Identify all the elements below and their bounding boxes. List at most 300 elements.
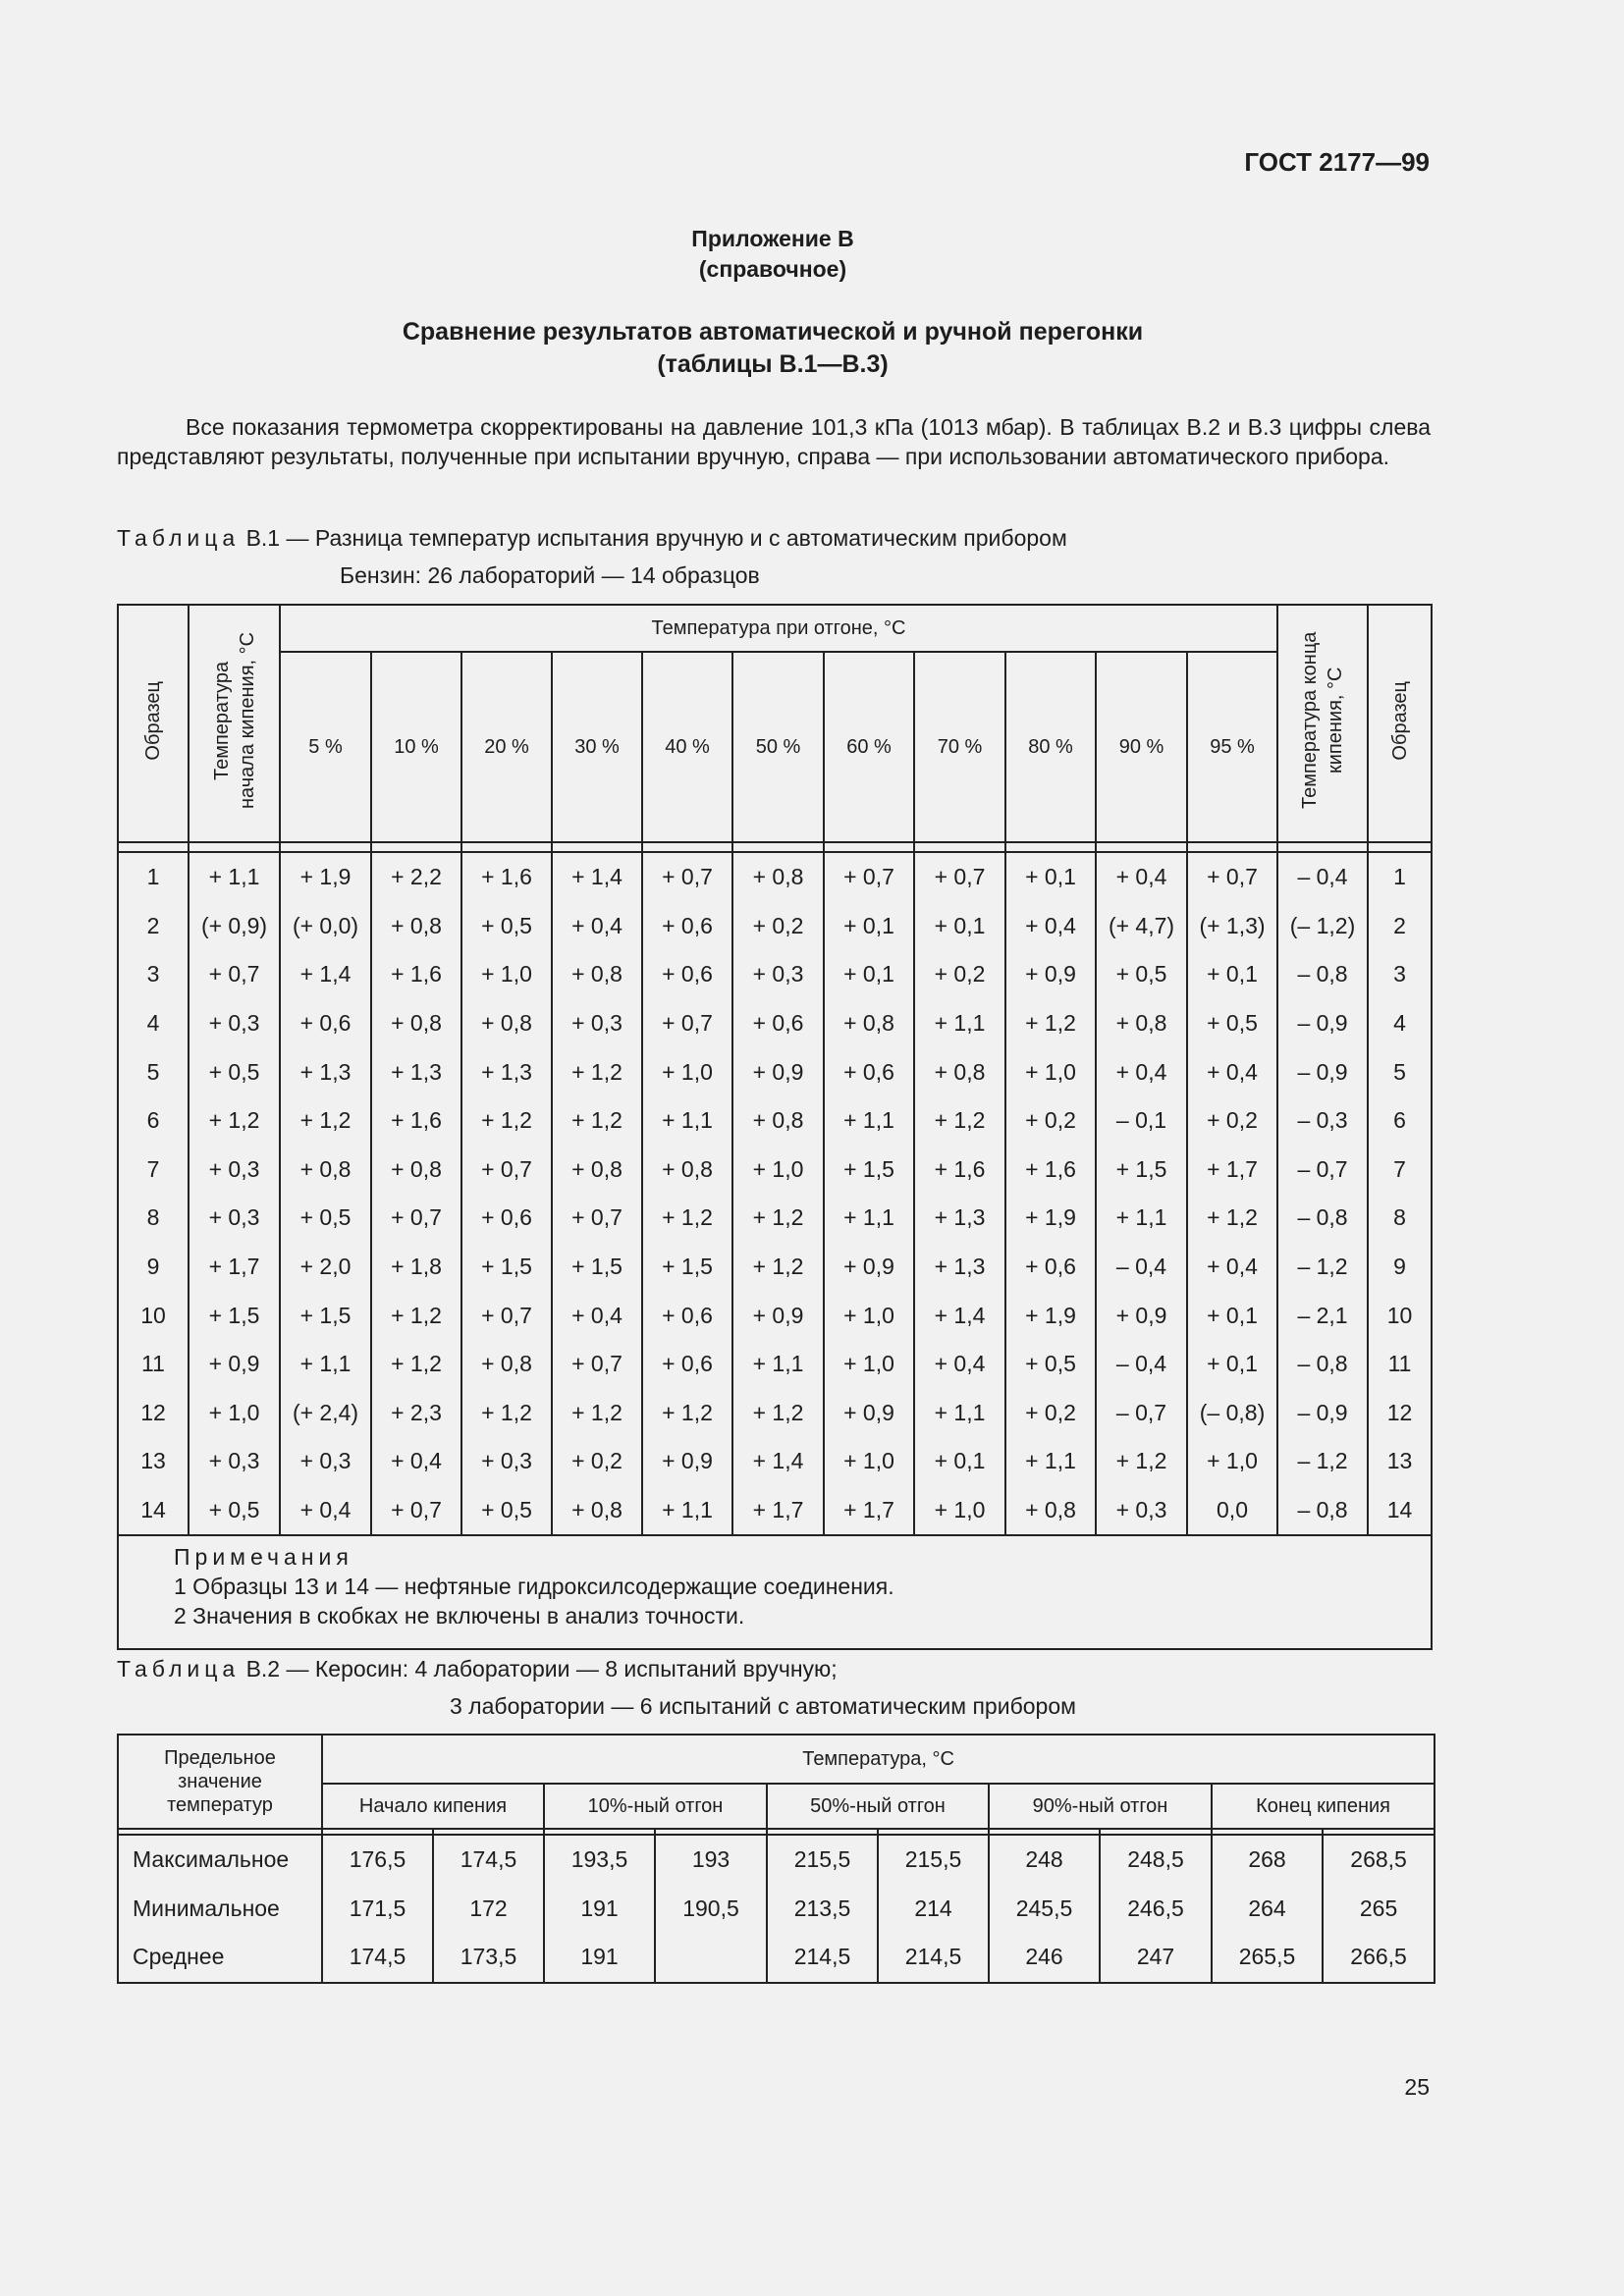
table-cell: + 0,7 — [461, 1146, 552, 1195]
table-cell: + 1,4 — [552, 852, 642, 902]
table-cell: + 1,9 — [1005, 1194, 1096, 1243]
table-cell: + 0,8 — [371, 902, 461, 951]
table1-header-sample-right: Образец — [1368, 605, 1432, 842]
table-cell: + 0,3 — [189, 1146, 280, 1195]
table1-header-fbp: Температура конца кипения, °С — [1277, 605, 1368, 842]
table-cell: + 0,7 — [824, 852, 914, 902]
table-cell: + 0,7 — [461, 1291, 552, 1340]
table-cell: + 1,2 — [732, 1389, 824, 1438]
table-cell: + 0,6 — [461, 1194, 552, 1243]
table1-header-pct: 5 % — [280, 652, 371, 842]
table-cell: + 1,6 — [461, 852, 552, 902]
table-cell: (– 1,2) — [1277, 902, 1368, 951]
table-cell: 190,5 — [655, 1885, 767, 1934]
table-cell: 8 — [118, 1194, 189, 1243]
table-cell: + 1,1 — [642, 1486, 732, 1536]
table-cell: + 1,0 — [642, 1047, 732, 1096]
row-label: Среднее — [118, 1933, 322, 1983]
table-cell: + 0,3 — [189, 1194, 280, 1243]
table-cell: + 0,1 — [1187, 1340, 1277, 1389]
table-cell: – 1,2 — [1277, 1243, 1368, 1292]
table2-caption-text: В.2 — Керосин: 4 лаборатории — 8 испытаний вручную; — [245, 1656, 838, 1682]
table-cell: + 1,1 — [1005, 1437, 1096, 1486]
table-cell: + 0,7 — [189, 950, 280, 999]
table-cell: 1 — [118, 852, 189, 902]
row-label: Максимальное — [118, 1835, 322, 1885]
table-cell: 265,5 — [1212, 1933, 1323, 1983]
table1-header-pct: 20 % — [461, 652, 552, 842]
table-cell: + 0,2 — [552, 1437, 642, 1486]
table-cell: – 0,4 — [1277, 852, 1368, 902]
table-cell: + 0,8 — [642, 1146, 732, 1195]
table-cell: + 0,1 — [914, 1437, 1005, 1486]
table-cell: (+ 4,7) — [1096, 902, 1187, 951]
table-cell: + 0,4 — [914, 1340, 1005, 1389]
intro-paragraph: Все показания термометра скорректированы на давление 101,3 кПа (1013 мбар). В таблицах В.2 и В.3 цифры слева представляют результаты, полученные при испытании вручную, справа — при использовании автоматического прибора. — [117, 414, 1431, 469]
table-cell: + 0,5 — [280, 1194, 371, 1243]
table2-caption — [117, 1656, 838, 1682]
table-cell: 268,5 — [1323, 1835, 1435, 1885]
table-cell: + 1,4 — [732, 1437, 824, 1486]
table-cell: + 0,8 — [732, 1096, 824, 1146]
table-cell: + 0,7 — [642, 999, 732, 1048]
table-cell: 176,5 — [322, 1835, 433, 1885]
table-cell: + 0,5 — [1187, 999, 1277, 1048]
table-cell: (+ 2,4) — [280, 1389, 371, 1438]
table-row — [118, 950, 1432, 999]
table2-caption-word: Таблица — [117, 1656, 241, 1682]
table-cell: + 0,8 — [914, 1047, 1005, 1096]
table-cell: 5 — [118, 1047, 189, 1096]
table1-header-sample: Образец — [118, 605, 189, 842]
table-cell: 9 — [1368, 1243, 1432, 1292]
table-cell: 11 — [1368, 1340, 1432, 1389]
table1-caption-text: В.1 — Разница температур испытания вручную и с автоматическим прибором — [245, 525, 1067, 551]
table-cell: 265 — [1323, 1885, 1435, 1934]
table-cell — [655, 1933, 767, 1983]
table-cell: 13 — [118, 1437, 189, 1486]
table1-header-pct: 50 % — [732, 652, 824, 842]
table2-header-group: Температура, °С — [322, 1735, 1435, 1784]
table-cell: + 0,9 — [1005, 950, 1096, 999]
table-cell: – 0,1 — [1096, 1096, 1187, 1146]
table-cell: + 0,6 — [280, 999, 371, 1048]
table-b1 — [117, 604, 1433, 1650]
table-row — [118, 1194, 1432, 1243]
table-row — [118, 1291, 1432, 1340]
table-cell: + 1,3 — [280, 1047, 371, 1096]
table-cell: + 1,5 — [642, 1243, 732, 1292]
table-cell: + 0,4 — [1187, 1047, 1277, 1096]
table-cell: 214 — [878, 1885, 989, 1934]
table1-header-pct: 80 % — [1005, 652, 1096, 842]
table-cell: + 0,2 — [1187, 1096, 1277, 1146]
table-cell: + 1,6 — [1005, 1146, 1096, 1195]
table-cell: 247 — [1100, 1933, 1212, 1983]
table-row — [118, 1933, 1435, 1983]
table-cell: + 1,1 — [732, 1340, 824, 1389]
table-cell: + 1,1 — [824, 1096, 914, 1146]
table-cell: 173,5 — [433, 1933, 544, 1983]
table-cell: + 0,6 — [1005, 1243, 1096, 1292]
table-cell: + 1,6 — [914, 1146, 1005, 1195]
table-cell: + 0,9 — [1096, 1291, 1187, 1340]
table-cell: + 1,2 — [552, 1389, 642, 1438]
table-cell: + 0,4 — [552, 902, 642, 951]
annex-subtitle: (справочное) — [698, 256, 847, 282]
table-b2 — [117, 1734, 1435, 1984]
table-cell: + 0,7 — [371, 1194, 461, 1243]
table-cell: + 2,0 — [280, 1243, 371, 1292]
table-cell: + 0,4 — [1096, 852, 1187, 902]
table-cell: 8 — [1368, 1194, 1432, 1243]
table-cell: 248,5 — [1100, 1835, 1212, 1885]
table-cell: 14 — [118, 1486, 189, 1536]
table-cell: + 1,1 — [1096, 1194, 1187, 1243]
table-cell: + 0,8 — [552, 950, 642, 999]
table-cell: (+ 0,0) — [280, 902, 371, 951]
table-cell: + 1,4 — [280, 950, 371, 999]
table-cell: – 0,7 — [1277, 1146, 1368, 1195]
table-cell: + 1,1 — [189, 852, 280, 902]
table-cell: + 0,8 — [371, 1146, 461, 1195]
table-cell: + 1,4 — [914, 1291, 1005, 1340]
table-cell: + 0,1 — [1005, 852, 1096, 902]
table-cell: 245,5 — [989, 1885, 1100, 1934]
table-row — [118, 1486, 1432, 1536]
table-cell: 7 — [1368, 1146, 1432, 1195]
table-cell: 12 — [1368, 1389, 1432, 1438]
table1-header-pct: 95 % — [1187, 652, 1277, 842]
table-cell: – 1,2 — [1277, 1437, 1368, 1486]
table-cell: + 0,4 — [1187, 1243, 1277, 1292]
table-cell: + 0,9 — [824, 1243, 914, 1292]
table-cell: + 0,3 — [552, 999, 642, 1048]
table-cell: – 0,8 — [1277, 1194, 1368, 1243]
table-cell: + 1,2 — [461, 1389, 552, 1438]
table-cell: + 1,2 — [552, 1096, 642, 1146]
table-cell: + 1,2 — [461, 1096, 552, 1146]
table-cell: + 1,2 — [642, 1389, 732, 1438]
table-cell: 193 — [655, 1835, 767, 1885]
table-cell: + 1,2 — [914, 1096, 1005, 1146]
table-cell: + 0,6 — [642, 1340, 732, 1389]
table-cell: 171,5 — [322, 1885, 433, 1934]
table-cell: + 0,5 — [1096, 950, 1187, 999]
table-cell: 191 — [544, 1933, 655, 1983]
table-cell: + 0,3 — [189, 1437, 280, 1486]
table-cell: 264 — [1212, 1885, 1323, 1934]
table2-header-subgroup: 10%-ный отгон — [544, 1784, 767, 1829]
table-cell: 3 — [1368, 950, 1432, 999]
table-cell: + 1,3 — [914, 1243, 1005, 1292]
table-row — [118, 1340, 1432, 1389]
table-cell: – 0,7 — [1096, 1389, 1187, 1438]
row-label: Минимальное — [118, 1885, 322, 1934]
table-cell: – 0,4 — [1096, 1243, 1187, 1292]
table-cell: 3 — [118, 950, 189, 999]
table-cell: 213,5 — [767, 1885, 878, 1934]
table-cell: + 0,7 — [552, 1340, 642, 1389]
table-row — [118, 1437, 1432, 1486]
table-cell: + 1,0 — [824, 1291, 914, 1340]
table-cell: + 0,8 — [552, 1486, 642, 1536]
table-cell: + 0,1 — [824, 950, 914, 999]
table-cell: 246 — [989, 1933, 1100, 1983]
table-row — [118, 999, 1432, 1048]
table-cell: 172 — [433, 1885, 544, 1934]
table2-caption-line2: 3 лаборатории — 6 испытаний с автоматическим прибором — [450, 1693, 1076, 1719]
table-cell: – 0,4 — [1096, 1340, 1187, 1389]
table-cell: + 1,7 — [732, 1486, 824, 1536]
table-cell: + 0,1 — [824, 902, 914, 951]
table-cell: 246,5 — [1100, 1885, 1212, 1934]
table-cell: 215,5 — [767, 1835, 878, 1885]
table-cell: + 0,4 — [280, 1486, 371, 1536]
table-cell: + 1,8 — [371, 1243, 461, 1292]
section-subtitle: (таблицы В.1—В.3) — [657, 350, 889, 378]
table-cell: 2 — [1368, 902, 1432, 951]
table-cell: 1 — [1368, 852, 1432, 902]
table-cell: 6 — [1368, 1096, 1432, 1146]
table-cell: + 1,1 — [280, 1340, 371, 1389]
table-row — [118, 1146, 1432, 1195]
table-cell: + 0,4 — [552, 1291, 642, 1340]
table-cell: + 1,5 — [824, 1146, 914, 1195]
table-cell: + 1,6 — [371, 1096, 461, 1146]
table-cell: + 0,6 — [732, 999, 824, 1048]
table-cell: + 1,5 — [552, 1243, 642, 1292]
table-cell: + 1,2 — [1187, 1194, 1277, 1243]
section-heading — [0, 316, 1545, 381]
table-cell: 191 — [544, 1885, 655, 1934]
table-row — [118, 1096, 1432, 1146]
table-cell: + 0,8 — [280, 1146, 371, 1195]
table-cell: + 0,9 — [189, 1340, 280, 1389]
table-row — [118, 1885, 1435, 1934]
table-cell: 174,5 — [322, 1933, 433, 1983]
table1-header-pct: 40 % — [642, 652, 732, 842]
table-cell: + 0,7 — [642, 852, 732, 902]
table-cell: + 0,8 — [461, 1340, 552, 1389]
table-cell: 9 — [118, 1243, 189, 1292]
table-cell: 6 — [118, 1096, 189, 1146]
table-cell: 268 — [1212, 1835, 1323, 1885]
table-cell: + 1,0 — [914, 1486, 1005, 1536]
table-cell: + 0,1 — [914, 902, 1005, 951]
table1-header-pct: 60 % — [824, 652, 914, 842]
table-cell: + 0,6 — [642, 902, 732, 951]
table-cell: + 0,9 — [732, 1291, 824, 1340]
table-cell: 2 — [118, 902, 189, 951]
table-cell: – 0,9 — [1277, 1389, 1368, 1438]
table-cell: 193,5 — [544, 1835, 655, 1885]
table1-caption-line2: Бензин: 26 лабораторий — 14 образцов — [340, 562, 760, 588]
table-row — [118, 852, 1432, 902]
table-cell: 214,5 — [878, 1933, 989, 1983]
table-cell: 10 — [118, 1291, 189, 1340]
table-cell: 4 — [1368, 999, 1432, 1048]
table-cell: (+ 1,3) — [1187, 902, 1277, 951]
table-cell: + 0,8 — [1096, 999, 1187, 1048]
table-cell: + 0,7 — [552, 1194, 642, 1243]
table-cell: + 1,3 — [914, 1194, 1005, 1243]
table-cell: + 0,4 — [371, 1437, 461, 1486]
table-cell: + 0,4 — [1096, 1047, 1187, 1096]
table-cell: + 1,9 — [280, 852, 371, 902]
table-cell: 10 — [1368, 1291, 1432, 1340]
table-cell: 7 — [118, 1146, 189, 1195]
table-cell: + 1,0 — [189, 1389, 280, 1438]
table-cell: + 0,7 — [1187, 852, 1277, 902]
table-cell: + 1,2 — [280, 1096, 371, 1146]
table-cell: + 1,5 — [1096, 1146, 1187, 1195]
table-cell: + 0,5 — [189, 1486, 280, 1536]
table-cell: + 0,3 — [461, 1437, 552, 1486]
table-cell: + 0,9 — [732, 1047, 824, 1096]
table-cell: – 0,3 — [1277, 1096, 1368, 1146]
table-row — [118, 1835, 1435, 1885]
table-cell: + 0,2 — [1005, 1389, 1096, 1438]
table-cell: – 0,8 — [1277, 950, 1368, 999]
table-cell: + 1,2 — [371, 1340, 461, 1389]
table-cell: 174,5 — [433, 1835, 544, 1885]
table-cell: 12 — [118, 1389, 189, 1438]
table2-header-subgroup: Начало кипения — [322, 1784, 544, 1829]
table-cell: – 0,8 — [1277, 1340, 1368, 1389]
table-cell: + 1,1 — [914, 999, 1005, 1048]
table1-header-pct: 90 % — [1096, 652, 1187, 842]
table1-header-ibp: Температура начала кипения, °С — [189, 605, 280, 842]
table1-notes — [118, 1535, 1432, 1649]
table-cell: + 0,8 — [732, 852, 824, 902]
table-cell: + 1,1 — [824, 1194, 914, 1243]
annex-title: Приложение В — [691, 226, 854, 251]
table-cell: + 1,1 — [914, 1389, 1005, 1438]
table-cell: + 0,9 — [824, 1389, 914, 1438]
table-cell: 11 — [118, 1340, 189, 1389]
table-cell: + 1,3 — [371, 1047, 461, 1096]
table-cell: + 1,0 — [1187, 1437, 1277, 1486]
table-cell: + 1,0 — [824, 1437, 914, 1486]
table-cell: + 1,7 — [189, 1243, 280, 1292]
table-cell: 0,0 — [1187, 1486, 1277, 1536]
table-cell: + 0,2 — [914, 950, 1005, 999]
table-cell: + 1,5 — [461, 1243, 552, 1292]
table-cell: + 2,3 — [371, 1389, 461, 1438]
table-cell: + 0,5 — [189, 1047, 280, 1096]
table-row — [118, 1389, 1432, 1438]
table1-notes-title: Примечания — [174, 1544, 353, 1571]
table2-header-subgroup: Конец кипения — [1212, 1784, 1435, 1829]
table1-header-group: Температура при отгоне, °С — [280, 605, 1277, 652]
table1-note: 1 Образцы 13 и 14 — нефтяные гидроксилсодержащие соединения. — [174, 1574, 894, 1600]
table-cell: + 1,2 — [732, 1243, 824, 1292]
table-cell: + 0,8 — [461, 999, 552, 1048]
table-cell: 266,5 — [1323, 1933, 1435, 1983]
table-cell: + 0,8 — [552, 1146, 642, 1195]
table-cell: + 0,6 — [642, 1291, 732, 1340]
table-row — [118, 1243, 1432, 1292]
table-row — [118, 1047, 1432, 1096]
table-cell: + 1,2 — [732, 1194, 824, 1243]
table-cell: + 1,2 — [1005, 999, 1096, 1048]
table-cell: + 0,7 — [914, 852, 1005, 902]
table-cell: + 0,8 — [371, 999, 461, 1048]
table-cell: + 0,4 — [1005, 902, 1096, 951]
table-cell: + 0,6 — [642, 950, 732, 999]
table-cell: + 0,5 — [1005, 1340, 1096, 1389]
annex-heading — [0, 224, 1545, 285]
table-cell: + 2,2 — [371, 852, 461, 902]
table-cell: 4 — [118, 999, 189, 1048]
table-cell: + 1,7 — [824, 1486, 914, 1536]
table1-caption-word: Таблица — [117, 525, 241, 551]
table-cell: + 0,3 — [732, 950, 824, 999]
table2-header-limit: Предельное значение температур — [118, 1735, 322, 1829]
table-cell: + 1,2 — [552, 1047, 642, 1096]
table-cell: + 0,3 — [1096, 1486, 1187, 1536]
table-cell: (– 0,8) — [1187, 1389, 1277, 1438]
table-cell: + 0,5 — [461, 1486, 552, 1536]
table-cell: + 0,2 — [732, 902, 824, 951]
table-cell: + 1,0 — [732, 1146, 824, 1195]
table-cell: 5 — [1368, 1047, 1432, 1096]
table-cell: + 0,9 — [642, 1437, 732, 1486]
table-cell: + 1,0 — [824, 1340, 914, 1389]
table-cell: + 1,2 — [642, 1194, 732, 1243]
table-cell: + 0,5 — [461, 902, 552, 951]
table-cell: 14 — [1368, 1486, 1432, 1536]
table2-header-subgroup: 90%-ный отгон — [989, 1784, 1212, 1829]
table-cell: 13 — [1368, 1437, 1432, 1486]
table-cell: + 1,0 — [1005, 1047, 1096, 1096]
table-cell: + 1,0 — [461, 950, 552, 999]
table-cell: 214,5 — [767, 1933, 878, 1983]
table-cell: (+ 0,9) — [189, 902, 280, 951]
table-cell: + 0,7 — [371, 1486, 461, 1536]
table-cell: + 1,2 — [189, 1096, 280, 1146]
table2-header-subgroup: 50%-ный отгон — [767, 1784, 989, 1829]
table-cell: + 0,3 — [189, 999, 280, 1048]
document-code: ГОСТ 2177—99 — [1244, 147, 1430, 177]
table-cell: – 0,8 — [1277, 1486, 1368, 1536]
table-cell: – 0,9 — [1277, 1047, 1368, 1096]
table-cell: + 1,5 — [189, 1291, 280, 1340]
section-title: Сравнение результатов автоматической и ручной перегонки — [402, 318, 1144, 346]
table-cell: + 1,2 — [1096, 1437, 1187, 1486]
table-cell: + 1,3 — [461, 1047, 552, 1096]
table-cell: + 1,5 — [280, 1291, 371, 1340]
table1-header-pct: 30 % — [552, 652, 642, 842]
table-cell: + 1,6 — [371, 950, 461, 999]
table-cell: – 2,1 — [1277, 1291, 1368, 1340]
table-cell: – 0,9 — [1277, 999, 1368, 1048]
table-cell: + 0,1 — [1187, 1291, 1277, 1340]
table-cell: + 1,7 — [1187, 1146, 1277, 1195]
table-cell: + 0,2 — [1005, 1096, 1096, 1146]
table-cell: + 0,1 — [1187, 950, 1277, 999]
table-cell: 248 — [989, 1835, 1100, 1885]
table1-header-pct: 70 % — [914, 652, 1005, 842]
table-cell: + 0,6 — [824, 1047, 914, 1096]
table1-header-pct: 10 % — [371, 652, 461, 842]
table-cell: + 1,9 — [1005, 1291, 1096, 1340]
table-cell: + 1,2 — [371, 1291, 461, 1340]
table1-note: 2 Значения в скобках не включены в анализ точности. — [174, 1603, 745, 1629]
table1-caption — [117, 525, 1067, 552]
page-number: 25 — [1404, 2074, 1430, 2100]
